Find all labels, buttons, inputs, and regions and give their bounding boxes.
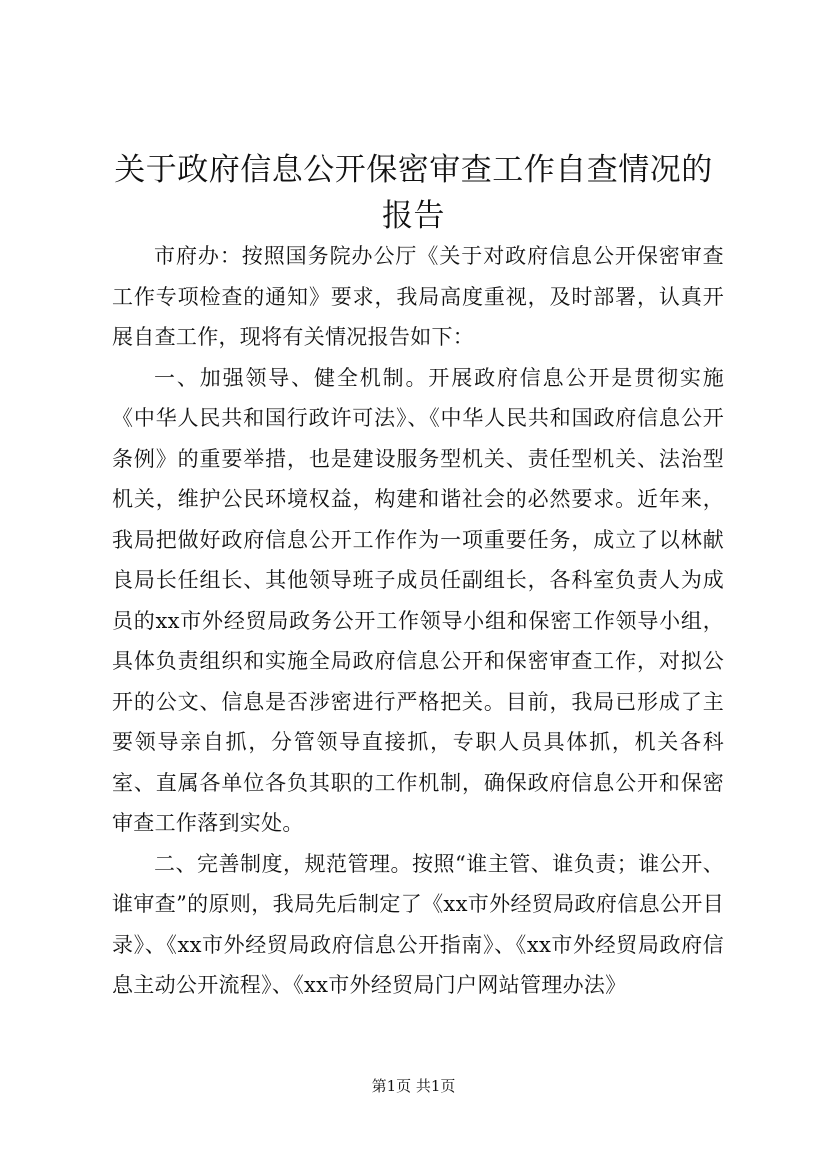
page-footer: 第1页 共1页 (371, 1077, 456, 1095)
paragraph-section-1: 一、加强领导、健全机制。开展政府信息公开是贯彻实施《中华人民共和国行政许可法》、《中华人民共和国政府信息公开条例》的重要举措，也是建设服务型机关、责任型机关、法治型机关，维护公民环境权益，构建和谐社会的必然要求。近年来，我局把做好政府信息公开工作作为一项重要任务，成立了以林献良局长任组长、其他领导班子成员任副组长，各科室负责人为成员的xx市外经贸局政务公开工作领导小组和保密工作领导小组，具体负责组织和实施全局政府信息公开和保密审查工作，对拟公开的公文、信息是否涉密进行严格把关。目前，我局已形成了主要领导亲自抓，分管领导直接抓，专职人员具体抓，机关各科室、直属各单位各负其职的工作机制，确保政府信息公开和保密审查工作落到实处。 (112, 365, 724, 835)
document-body (112, 236, 724, 1006)
document-title: 关于政府信息公开保密审查工作自查情况的报告 (114, 152, 713, 234)
paragraph-section-2: 二、完善制度，规范管理。按照“谁主管、谁负责；谁公开、谁审查”的原则，我局先后制定了《xx市外经贸局政府信息公开目录》、《xx市外经贸局政府信息公开指南》、《xx市外经贸局政府信息主动公开流程》、《xx市外经贸局门户网站管理办法》 (112, 851, 724, 997)
paragraph-intro: 市府办：按照国务院办公厅《关于对政府信息公开保密审查工作专项检查的通知》要求，我局高度重视，及时部署，认真开展自查工作，现将有关情况报告如下： (112, 244, 724, 349)
